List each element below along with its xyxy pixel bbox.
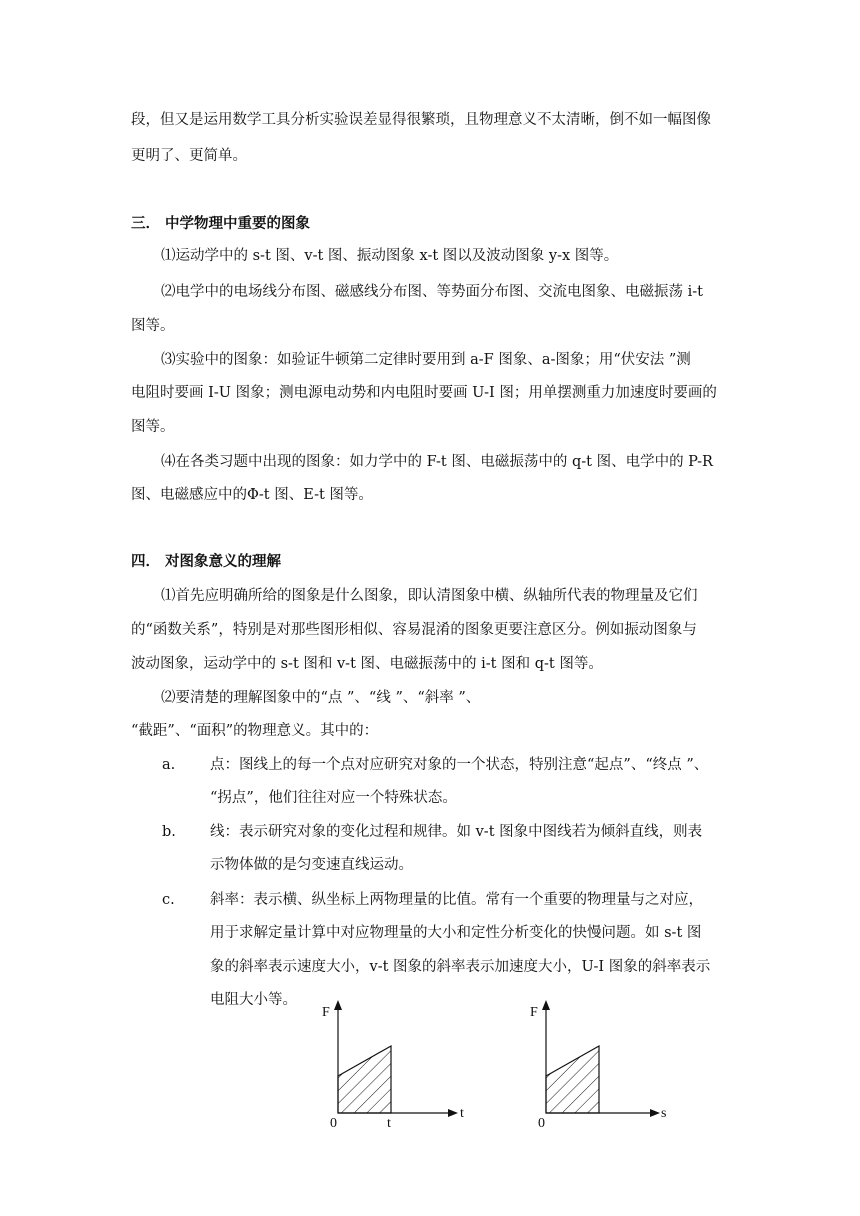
list-item-line: “拐点”，他们往往对应一个特殊状态。: [210, 790, 457, 806]
list-item-line: 斜率：表示横、纵坐标上两物理量的比值。常有一个重要的物理量与之对应，: [210, 892, 703, 908]
list-item-line: 象的斜率表示速度大小，v-t 图象的斜率表示加速度大小，U-I 图象的斜率表示: [210, 959, 711, 975]
section-3-item-3-line-2: 电阻时要画 I-U 图象；测电源电动势和内电阻时要画 U-I 图；用单摆测重力加速度时要画的: [131, 385, 717, 401]
y-axis-label: F: [322, 1005, 330, 1020]
section-3-heading: 三． 中学物理中重要的图象: [131, 215, 311, 232]
section-3-item-2-line-2: 图等。: [131, 318, 175, 334]
section-4-p1-line-2: 的“函数关系”，特别是对那些图形相似、容易混淆的图象更要注意区分。例如振动图象与: [131, 622, 697, 638]
list-item-line: 示物体做的是匀变速直线运动。: [210, 857, 413, 873]
section-3-item-3-line-3: 图等。: [131, 419, 175, 435]
intro-line-1: 段，但又是运用数学工具分析实验误差显得很繁琐，且物理意义不太清晰，倒不如一幅图像: [131, 112, 711, 128]
y-axis-arrow: [542, 1000, 550, 1010]
x-axis-arrow: [650, 1109, 660, 1117]
y-axis-label: F: [530, 1005, 538, 1020]
x-axis-arrow: [448, 1109, 458, 1117]
list-item-marker: a.: [162, 757, 176, 773]
section-4-heading: 四． 对图象意义的理解: [131, 553, 282, 570]
list-item-line: 用于求解定量计算中对应物理量的大小和定性分析变化的快慢问题。如 s-t 图: [210, 925, 702, 941]
x-axis-label: s: [661, 1106, 667, 1121]
section-4-p2-line-2: “截距”、“面积”的物理意义。其中的：: [131, 723, 379, 739]
list-item-line: 电阻大小等。: [210, 992, 297, 1008]
hatched-area: [546, 1046, 599, 1113]
list-item-line: 点：图线上的每一个点对应研究对象的一个状态，特别注意“起点”、“终点 ”、: [210, 757, 709, 773]
figure-f-s-graph: [526, 996, 686, 1132]
intro-line-2: 更明了、更简单。: [131, 148, 247, 164]
tick-label: t: [387, 1116, 391, 1131]
section-4-p2-line-1: ⑵要清楚的理解图象中的“点 ”、“线 ”、“斜率 ”、: [161, 690, 481, 706]
section-4-p1-line-3: 波动图象，运动学中的 s-t 图和 v-t 图、电磁振荡中的 i-t 图和 q-t 图等。: [131, 656, 603, 672]
origin-label: 0: [538, 1116, 545, 1131]
section-3-item-1: ⑴运动学中的 s-t 图、v-t 图、振动图象 x-t 图以及波动图象 y-x 图等。: [161, 248, 619, 264]
section-3-item-2-line-1: ⑵电学中的电场线分布图、磁感线分布图、等势面分布图、交流电图象、电磁振荡 i-t: [161, 284, 703, 300]
list-item-line: 线：表示研究对象的变化过程和规律。如 v-t 图象中图线若为倾斜直线，则表: [210, 824, 703, 840]
section-4-p1-line-1: ⑴首先应明确所给的图象是什么图象，即认清图象中横、纵轴所代表的物理量及它们: [161, 588, 698, 604]
y-axis-arrow: [334, 1000, 342, 1010]
list-item-marker: b.: [162, 824, 176, 840]
hatched-area: [338, 1046, 391, 1113]
origin-label: 0: [330, 1116, 337, 1131]
figure-f-t-graph: [318, 996, 478, 1132]
x-axis-label: t: [460, 1106, 464, 1121]
list-item-marker: c.: [162, 892, 175, 908]
section-3-item-4-line-1: ⑷在各类习题中出现的图象：如力学中的 F-t 图、电磁振荡中的 q-t 图、电学中的 P-R: [161, 454, 713, 470]
section-3-item-3-line-1: ⑶实验中的图象：如验证牛顿第二定律时要用到 a-F 图象、a-图象；用“伏安法 ”测: [161, 352, 691, 368]
section-3-item-4-line-2: 图、电磁感应中的Φ-t 图、E-t 图等。: [131, 487, 373, 503]
